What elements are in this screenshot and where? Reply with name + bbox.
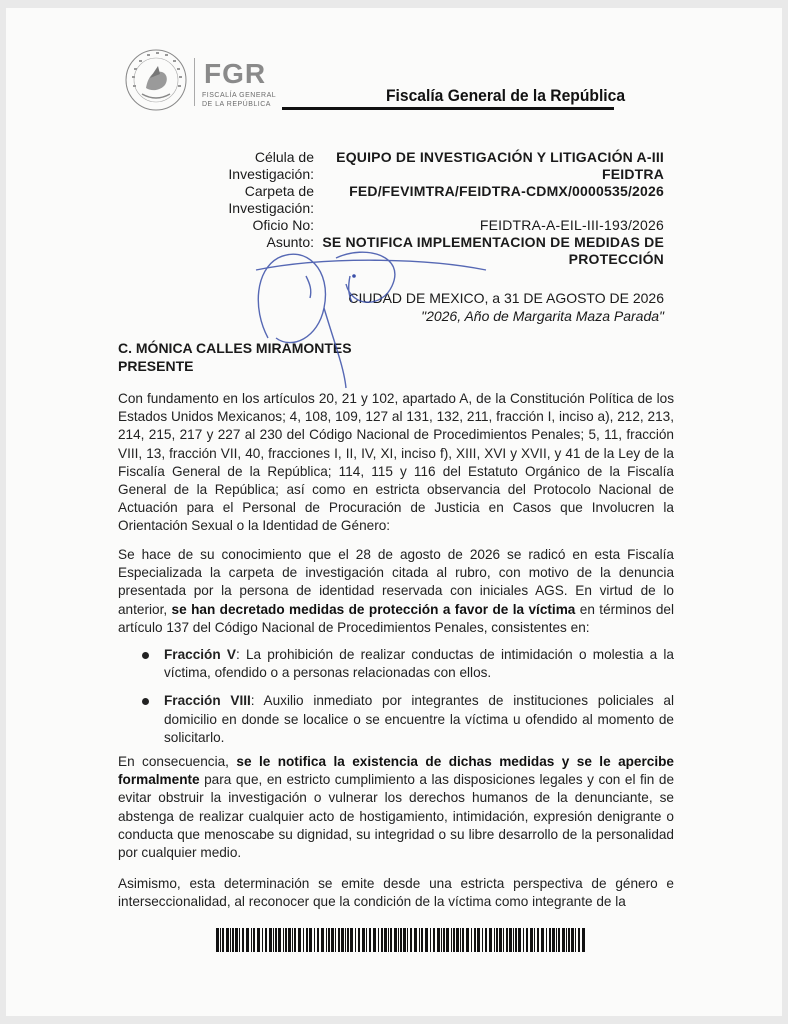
asunto-label: Asunto: bbox=[266, 234, 314, 250]
measures-list bbox=[142, 646, 674, 757]
barcode-bar bbox=[496, 928, 498, 952]
oficio-label: Oficio No: bbox=[252, 217, 314, 233]
barcode-bar bbox=[474, 928, 476, 952]
barcode-bar bbox=[335, 928, 336, 952]
barcode-bar bbox=[381, 928, 383, 952]
institution-title: Fiscalía General de la República bbox=[386, 86, 626, 105]
barcode-bar bbox=[338, 928, 340, 952]
barcode-bar bbox=[294, 928, 296, 952]
barcode-bar bbox=[292, 928, 293, 952]
paragraph-asimismo: Asimismo, esta determinación se emite desde una estricta perspectiva de género e interseccionalidad, al reconocer que la condición de la víctima como integrante de la bbox=[118, 876, 674, 910]
addressee bbox=[118, 339, 352, 375]
barcode-bar bbox=[466, 928, 469, 952]
barcode-bar bbox=[558, 928, 560, 952]
barcode-bar bbox=[390, 928, 392, 952]
barcode-bar bbox=[552, 928, 555, 952]
barcode-bar bbox=[441, 928, 442, 952]
carpeta-value: FED/FEVIMTRA/FEIDTRA-CDMX/0000535/2026 bbox=[349, 183, 664, 199]
barcode-bar bbox=[269, 928, 272, 952]
barcode-bar bbox=[421, 928, 423, 952]
barcode-bar bbox=[526, 928, 528, 952]
barcode-bar bbox=[326, 928, 327, 952]
barcode-bar bbox=[419, 928, 420, 952]
year-motto: "2026, Año de Margarita Maza Parada" bbox=[421, 308, 664, 324]
bullet-icon bbox=[142, 652, 149, 659]
barcode-bar bbox=[235, 928, 238, 952]
barcode-bar bbox=[546, 928, 547, 952]
barcode-bar bbox=[433, 928, 435, 952]
mexican-seal-icon bbox=[124, 48, 188, 112]
list-item: Fracción VIII: Auxilio inmediato por integrantes de instituciones policiales al domicilio en donde se localice o se encuentre la víctima u ofendido al momento de solicitarlo. bbox=[142, 692, 674, 747]
barcode-bar bbox=[341, 928, 344, 952]
logo-divider bbox=[194, 58, 195, 106]
barcode-bar bbox=[216, 928, 219, 952]
barcode-bar bbox=[562, 928, 565, 952]
barcode-bar bbox=[350, 928, 353, 952]
barcode-bar bbox=[499, 928, 502, 952]
paragraph-consecuencia: En consecuencia, se le notifica la existencia de dichas medidas y se le apercibe formalmente para que, en estricto cumplimiento a las disposiciones legales y con el fin de evitar obstruir la investigación o vulnerar los derechos humanos de la denunciante, se abstenga de realizar cualquier acto de hostigamiento, intimidación, expresión denigrante o conducta que menoscabe su dignidad, su integridad o su libre desarrollo de la personalidad por cualquier medio. bbox=[118, 754, 674, 861]
barcode-bar bbox=[239, 928, 240, 952]
title-rule bbox=[282, 107, 614, 110]
document-page bbox=[6, 8, 782, 1016]
logo-subtitle: FISCALÍA GENERAL DE LA REPÚBLICA bbox=[202, 92, 277, 108]
barcode-bar bbox=[369, 928, 371, 952]
barcode-bar bbox=[506, 928, 508, 952]
barcode-bar bbox=[265, 928, 267, 952]
barcode-bar bbox=[509, 928, 512, 952]
barcode-bar bbox=[575, 928, 576, 952]
barcode-bar bbox=[298, 928, 301, 952]
barcode-bar bbox=[523, 928, 524, 952]
addressee-name: C. MÓNICA CALLES MIRAMONTES bbox=[118, 340, 352, 356]
barcode-bar bbox=[453, 928, 455, 952]
barcode-bar bbox=[273, 928, 274, 952]
barcode-bar bbox=[578, 928, 580, 952]
paragraph-conocimiento: Se hace de su conocimiento que el 28 de agosto de 2026 se radicó en esta Fiscalía Especializada la carpeta de investigación citada al rubro, con motivo de la denuncia presentada por la persona de identidad reservada con iniciales AGS. En virtud de lo anterior, se han decretado medidas de protección a favor de la víctima en términos del artículo 137 del Código Nacional de Procedimientos Penales, consistentes en: bbox=[118, 547, 674, 635]
barcode-bar bbox=[460, 928, 461, 952]
barcode-bar bbox=[309, 928, 312, 952]
barcode-bar bbox=[437, 928, 440, 952]
barcode-bar bbox=[314, 928, 315, 952]
barcode-bar bbox=[388, 928, 389, 952]
barcode-bar bbox=[384, 928, 387, 952]
barcode-bar bbox=[253, 928, 255, 952]
barcode-bar bbox=[430, 928, 431, 952]
barcode-bar bbox=[278, 928, 281, 952]
barcode-bar bbox=[275, 928, 277, 952]
barcode-bar bbox=[443, 928, 445, 952]
barcode-bar bbox=[534, 928, 535, 952]
barcode-bar bbox=[317, 928, 319, 952]
barcode-bar bbox=[451, 928, 452, 952]
barcode-bar bbox=[283, 928, 284, 952]
barcode bbox=[216, 928, 588, 952]
barcode-bar bbox=[328, 928, 330, 952]
barcode-bar bbox=[537, 928, 539, 952]
barcode-bar bbox=[410, 928, 412, 952]
celula-value: EQUIPO DE INVESTIGACIÓN Y LITIGACIÓN A-III FEIDTRA bbox=[336, 149, 664, 182]
barcode-bar bbox=[373, 928, 376, 952]
barcode-bar bbox=[347, 928, 349, 952]
barcode-bar bbox=[400, 928, 402, 952]
barcode-bar bbox=[303, 928, 304, 952]
barcode-bar bbox=[251, 928, 252, 952]
barcode-bar bbox=[355, 928, 356, 952]
oficio-value: FEIDTRA-A-EIL-III-193/2026 bbox=[479, 217, 664, 233]
barcode-bar bbox=[556, 928, 557, 952]
barcode-bar bbox=[285, 928, 287, 952]
barcode-bar bbox=[220, 928, 221, 952]
barcode-bar bbox=[425, 928, 428, 952]
barcode-bar bbox=[566, 928, 567, 952]
carpeta-label: Carpeta de Investigación: bbox=[228, 183, 314, 216]
barcode-bar bbox=[403, 928, 406, 952]
paragraph-fundamento: Con fundamento en los artículos 20, 21 y 102, apartado A, de la Constitución Política de los Estados Unidos Mexicanos; 4, 108, 109, 127 al 131, 132, 211, fracción I, inciso a), 212, 213, 214, 215, 217 y 227 al 230 del Código Nacional de Procedimientos Penales; 5, 11, fracción VIII, 13, fracción VII, 40, fracciones I, II, IV, XI, inciso f), XIII, XVI y XVII, y 41 de la Ley de la Fiscalía General de la República; 114, 115 y 116 del Estatuto Orgánico de la Fiscalía General de la República; así como en estricta observancia del Protocolo Nacional de Actuación para el Personal de Procuración de Justicia en Casos que Involucren la Orientación Sexual o la Identidad de Género: bbox=[118, 391, 674, 534]
barcode-bar bbox=[515, 928, 517, 952]
list-item: Fracción V: La prohibición de realizar conductas de intimidación o molestia a la víctima, ofendido o a personas relacionadas con ellos. bbox=[142, 646, 674, 682]
barcode-bar bbox=[242, 928, 244, 952]
barcode-bar bbox=[446, 928, 449, 952]
barcode-bar bbox=[477, 928, 480, 952]
barcode-bar bbox=[378, 928, 379, 952]
barcode-bar bbox=[482, 928, 483, 952]
barcode-bar bbox=[345, 928, 346, 952]
logo-fgr: FGR bbox=[204, 58, 267, 89]
barcode-bar bbox=[232, 928, 234, 952]
barcode-bar bbox=[471, 928, 472, 952]
barcode-bar bbox=[503, 928, 504, 952]
celula-label: Célula de Investigación: bbox=[228, 149, 314, 182]
barcode-bar bbox=[568, 928, 570, 952]
barcode-bar bbox=[518, 928, 521, 952]
barcode-bar bbox=[362, 928, 365, 952]
barcode-bar bbox=[262, 928, 263, 952]
asunto-value: SE NOTIFICA IMPLEMENTACION DE MEDIDAS DE PROTECCIÓN bbox=[322, 234, 664, 267]
barcode-bar bbox=[494, 928, 495, 952]
barcode-bar bbox=[306, 928, 308, 952]
barcode-bar bbox=[485, 928, 487, 952]
barcode-bar bbox=[407, 928, 408, 952]
barcode-bar bbox=[366, 928, 367, 952]
barcode-bar bbox=[288, 928, 291, 952]
barcode-bar bbox=[226, 928, 229, 952]
barcode-bar bbox=[549, 928, 551, 952]
barcode-bar bbox=[489, 928, 492, 952]
barcode-bar bbox=[257, 928, 260, 952]
date-line: CIUDAD DE MEXICO, a 31 DE AGOSTO DE 2026 bbox=[348, 290, 664, 306]
barcode-bar bbox=[394, 928, 397, 952]
barcode-bar bbox=[246, 928, 249, 952]
barcode-bar bbox=[541, 928, 544, 952]
barcode-bar bbox=[582, 928, 585, 952]
barcode-bar bbox=[414, 928, 417, 952]
barcode-bar bbox=[513, 928, 514, 952]
addressee-presente: PRESENTE bbox=[118, 358, 194, 374]
barcode-bar bbox=[331, 928, 334, 952]
barcode-bar bbox=[398, 928, 399, 952]
barcode-bar bbox=[358, 928, 360, 952]
barcode-bar bbox=[462, 928, 464, 952]
bullet-icon bbox=[142, 698, 149, 705]
barcode-bar bbox=[230, 928, 231, 952]
barcode-bar bbox=[321, 928, 324, 952]
barcode-bar bbox=[222, 928, 224, 952]
barcode-bar bbox=[571, 928, 574, 952]
barcode-bar bbox=[456, 928, 459, 952]
barcode-bar bbox=[530, 928, 533, 952]
